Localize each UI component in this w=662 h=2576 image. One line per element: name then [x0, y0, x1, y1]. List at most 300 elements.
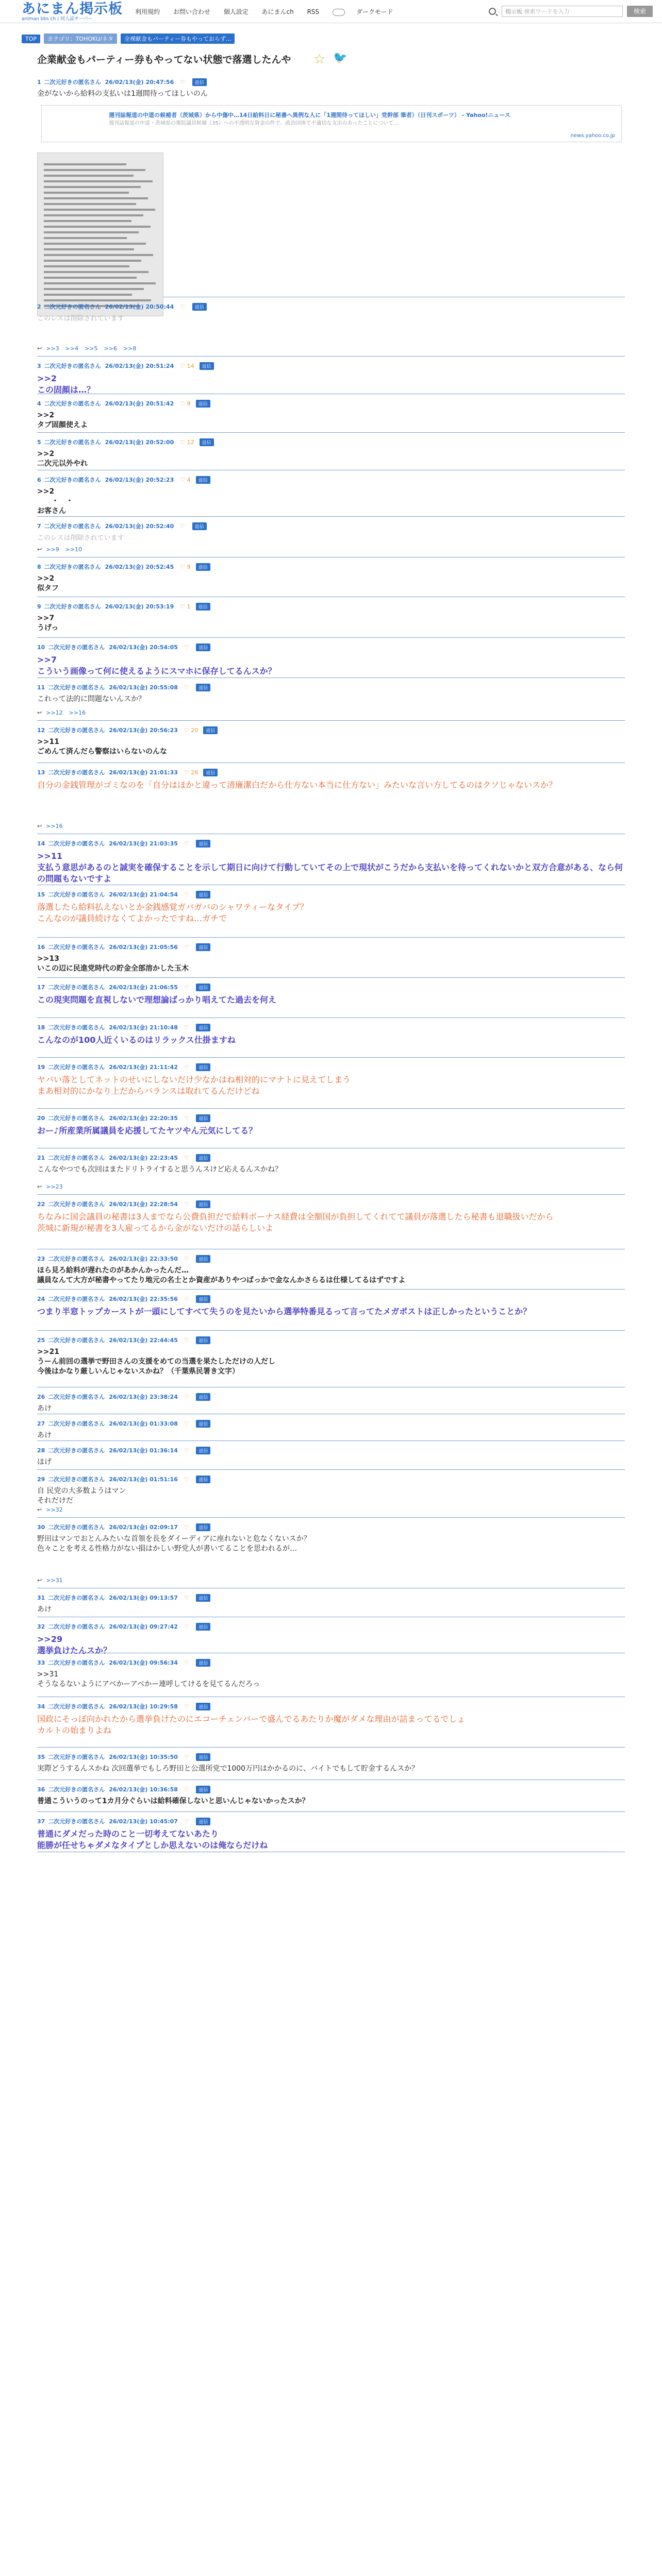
like-count[interactable]: ♡ [184, 1659, 191, 1666]
like-count[interactable]: ♡ 9 [180, 400, 191, 407]
post-date: 26/02/13(金) 20:51:42 [105, 400, 174, 407]
reply-button[interactable]: 返信 [196, 563, 210, 571]
post [37, 394, 625, 433]
post-body: >>2 似タフ [37, 574, 59, 592]
site-header [0, 0, 662, 23]
star-icon[interactable]: ☆ [313, 52, 326, 67]
post-number[interactable]: 22 [37, 1201, 45, 1208]
post-number[interactable]: 4 [37, 400, 41, 407]
post [37, 1331, 625, 1387]
post-meta [37, 1653, 625, 1670]
reply-button[interactable]: 返信 [200, 362, 214, 370]
post-date: 26/02/13(金) 23:38:24 [109, 1394, 178, 1400]
poster-name: 二次元好きの匿名さん [48, 1447, 105, 1454]
post-date: 26/02/13(金) 20:52:23 [105, 477, 174, 483]
post [37, 597, 625, 638]
reply-button[interactable]: 返信 [196, 943, 210, 951]
like-count-value: 1 [187, 603, 191, 610]
post-date: 26/02/13(金) 20:50:44 [105, 303, 174, 310]
anchor-link[interactable]: >>9 [46, 546, 59, 553]
post [37, 1617, 625, 1653]
post-number[interactable]: 24 [37, 1296, 45, 1302]
reply-button[interactable]: 返信 [196, 1063, 210, 1071]
post-meta [37, 470, 625, 487]
dark-mode-label: ダークモード [356, 8, 393, 15]
like-count[interactable]: ♡ [184, 1296, 191, 1302]
post-date: 26/02/13(金) 21:05:56 [109, 944, 178, 951]
post-meta [37, 433, 625, 449]
reply-button[interactable]: 返信 [192, 78, 207, 86]
post-body: 普通にダメだった時のこと一切考えてないあたり 能勝が任せちゃダメなタイプとしか思えないのは俺ならだけね [37, 1829, 268, 1850]
twitter-bird-icon[interactable]: 🐦 [333, 52, 347, 64]
post-number[interactable]: 26 [37, 1394, 45, 1400]
nav-settings[interactable]: 個人設定 [223, 8, 249, 15]
poster-name: 二次元好きの匿名さん [48, 1476, 105, 1483]
poster-name: 二次元好きの匿名さん [48, 1201, 105, 1208]
like-count[interactable]: ♡ [184, 944, 191, 951]
poster-name: 二次元好きの匿名さん [44, 79, 101, 86]
like-count-value: 4 [187, 477, 191, 483]
post-meta [37, 517, 625, 533]
reply-anchors [37, 546, 88, 553]
like-count[interactable]: ♡ [184, 1155, 191, 1161]
post-number[interactable]: 16 [37, 944, 45, 951]
post-number[interactable]: 2 [37, 303, 41, 310]
post-meta [37, 1018, 625, 1035]
post [37, 1697, 625, 1748]
post [37, 1748, 625, 1780]
post-date: 26/02/13(金) 22:20:35 [109, 1115, 178, 1122]
like-count-value: 14 [187, 363, 194, 369]
reply-button[interactable]: 返信 [196, 1336, 210, 1344]
like-count[interactable]: ♡ 1 [180, 603, 191, 610]
post-body: このレスは削除されています [37, 315, 124, 323]
like-count[interactable]: ♡ [184, 1256, 191, 1262]
post-number[interactable]: 17 [37, 984, 45, 991]
top-nav [135, 7, 416, 16]
reply-button[interactable]: 返信 [196, 1623, 210, 1631]
post-number[interactable]: 21 [37, 1155, 45, 1161]
like-count[interactable]: ♡ [184, 1394, 191, 1400]
post-body: >>11 支払う意思があるのと誠実を確保することを示して期日に向けて行動していてその上で現状がこうだから支払いを待ってくれないかと双方合意がある、なら何の問題もないですよ [37, 851, 623, 884]
like-count[interactable]: ♡ 4 [180, 477, 191, 483]
post-body: 自 民党の大多数ようはマン それだけだ [37, 1487, 126, 1505]
post-meta [37, 1441, 625, 1458]
poster-name: 二次元好きの匿名さん [44, 603, 101, 610]
post [37, 1441, 625, 1470]
post-meta [37, 1331, 625, 1347]
like-count[interactable]: ♡ [184, 1447, 191, 1454]
reply-button[interactable]: 返信 [196, 984, 210, 991]
reply-button[interactable]: 返信 [196, 1594, 210, 1602]
post [37, 763, 625, 834]
post-number[interactable]: 8 [37, 564, 41, 570]
anchor-link[interactable]: >>8 [123, 345, 137, 352]
post-number[interactable]: 34 [37, 1703, 45, 1710]
like-count[interactable]: ♡ 14 [180, 363, 194, 369]
post [37, 73, 625, 297]
post-number[interactable]: 28 [37, 1447, 45, 1454]
post-number[interactable]: 29 [37, 1476, 45, 1483]
thread-title-row [37, 52, 662, 73]
post-date: 26/02/13(金) 01:51:16 [109, 1476, 178, 1483]
reply-button[interactable]: 返信 [196, 643, 210, 651]
poster-name: 二次元好きの匿名さん [48, 1155, 105, 1161]
post [37, 1018, 625, 1058]
anchor-link[interactable]: >>4 [65, 345, 79, 352]
nav-terms[interactable]: 利用規約 [135, 8, 160, 15]
poster-name: 二次元好きの匿名さん [48, 1703, 105, 1710]
like-count[interactable]: ♡ [180, 523, 187, 530]
reply-arrow-icon: ↩ [37, 546, 42, 553]
like-count[interactable]: ♡ [184, 1524, 191, 1531]
post-body: 野田はマンでおとんみたいな首領を長をダイーディアに座れないと危なくないスか？ 色々ことを考える性格力がない損はかしい野党人が書いてることを思われるが… [37, 1535, 311, 1553]
poster-name: 二次元好きの匿名さん [44, 400, 101, 407]
post-meta [37, 721, 625, 737]
post-list [37, 73, 625, 1852]
poster-name: 二次元好きの匿名さん [48, 1064, 105, 1071]
reply-button[interactable]: 返信 [196, 1523, 210, 1531]
crumb-category[interactable]: カテゴリ：TOHOKU/ネタ [44, 33, 117, 44]
reply-arrow-icon: ↩ [37, 823, 42, 829]
reply-arrow-icon: ↩ [37, 345, 42, 352]
like-count[interactable]: ♡ [180, 303, 187, 310]
reply-button[interactable]: 返信 [196, 1393, 210, 1401]
post-date: 26/02/13(金) 10:36:58 [109, 1786, 178, 1793]
post-number[interactable]: 13 [37, 769, 45, 776]
post-number[interactable]: 33 [37, 1659, 45, 1666]
like-count[interactable]: ♡ [184, 984, 191, 991]
post-meta [37, 834, 625, 851]
post-number[interactable]: 30 [37, 1524, 45, 1531]
anchor-link[interactable]: >>16 [69, 709, 86, 716]
like-count[interactable]: ♡ [184, 1623, 191, 1630]
reply-button[interactable]: 返信 [196, 1200, 210, 1208]
reply-button[interactable]: 返信 [196, 891, 210, 899]
nav-contact[interactable]: お問い合わせ [173, 8, 210, 15]
reply-button[interactable]: 返信 [196, 1476, 210, 1483]
post [37, 1780, 625, 1812]
post-meta [37, 357, 625, 373]
post-number[interactable]: 36 [37, 1786, 45, 1793]
reply-arrow-icon: ↩ [37, 1577, 42, 1584]
poster-name: 二次元好きの匿名さん [48, 1623, 105, 1630]
post-body: >>2 この固顔は…？ [37, 374, 95, 395]
post-meta [37, 1290, 625, 1306]
post [37, 1812, 625, 1852]
thread-title: 企業献金もパーティー券もやってない状態で落選したんや [37, 54, 291, 65]
post-date: 26/02/13(金) 09:56:34 [109, 1659, 178, 1666]
post-date: 26/02/13(金) 21:04:54 [109, 891, 178, 898]
anchor-link[interactable]: >>5 [85, 345, 98, 352]
post-body: ほら見ろ給料が遅れたのがあかんかったんだ… 議員なんて大方が秘書やってたり地元の名士とか資産がありやつばっかで金なんかさらるは仕様してるはずですよ [37, 1266, 406, 1284]
poster-name: 二次元好きの匿名さん [48, 1256, 105, 1262]
reply-button[interactable]: 返信 [196, 1024, 210, 1031]
reply-anchors [37, 709, 92, 716]
post-meta [37, 1780, 625, 1797]
post-date: 26/02/13(金) 09:13:57 [109, 1595, 178, 1601]
post-date: 26/02/13(金) 20:55:08 [109, 684, 178, 691]
reply-button[interactable]: 返信 [196, 1154, 210, 1162]
crumb-top[interactable]: TOP [22, 35, 40, 43]
post-date: 26/02/13(金) 21:11:42 [109, 1064, 178, 1071]
poster-name: 二次元好きの匿名さん [48, 944, 105, 951]
reply-button[interactable]: 返信 [196, 1255, 210, 1263]
like-count-value: 28 [191, 769, 198, 776]
post-number[interactable]: 5 [37, 439, 41, 446]
post-meta [37, 597, 625, 614]
post [37, 297, 625, 357]
like-count[interactable]: ♡ [184, 1476, 191, 1483]
post-date: 26/02/13(金) 09:27:42 [109, 1623, 178, 1630]
post-number[interactable]: 3 [37, 363, 41, 369]
reply-button[interactable]: 返信 [196, 1659, 210, 1667]
breadcrumb [22, 33, 662, 44]
like-count[interactable]: ♡ [184, 1818, 191, 1825]
post-number[interactable]: 35 [37, 1754, 45, 1760]
post-number[interactable]: 10 [37, 644, 45, 651]
reply-button[interactable]: 返信 [203, 726, 218, 734]
link-preview[interactable] [41, 105, 622, 142]
post-meta [37, 638, 625, 654]
post-meta [37, 1387, 625, 1404]
like-count[interactable]: ♡ [184, 1024, 191, 1031]
post-number[interactable]: 31 [37, 1595, 45, 1601]
post-number[interactable]: 6 [37, 477, 41, 483]
poster-name: 二次元好きの匿名さん [48, 1024, 105, 1031]
like-count[interactable]: ♡ 12 [180, 439, 194, 446]
poster-name: 二次元好きの匿名さん [48, 769, 105, 776]
post-body: >>31 そうなるないようにアベかーアベかー連呼してけるを見てるんだろっ [37, 1670, 260, 1688]
post-date: 26/02/13(金) 21:06:55 [109, 984, 178, 991]
reply-button[interactable]: 返信 [196, 1818, 210, 1825]
poster-name: 二次元好きの匿名さん [44, 564, 101, 570]
toggle-switch-icon [333, 9, 345, 16]
poster-name: 二次元好きの匿名さん [44, 303, 101, 310]
post-meta [37, 978, 625, 994]
preview-title: 週刊誌報道の中道の候補者（茨城県）から中傷中…14日給料日に秘書へ異例な人に「1週間待ってほしい」党幹部 筆者）（日刊スポーツ） - Yahoo!ニュース [109, 112, 510, 118]
reply-button[interactable]: 返信 [196, 1447, 210, 1454]
post-date: 26/02/13(金) 20:52:40 [105, 523, 174, 530]
post-body: >>29 選挙負けたんスか？ [37, 1634, 112, 1655]
poster-name: 二次元好きの匿名さん [44, 523, 101, 530]
post-date: 26/02/13(金) 10:45:07 [109, 1818, 178, 1825]
post-meta [37, 1058, 625, 1074]
post-number[interactable]: 7 [37, 523, 41, 530]
like-count[interactable]: ♡ [184, 1703, 191, 1710]
reply-button[interactable]: 返信 [192, 522, 207, 530]
like-count-value: 9 [187, 564, 191, 570]
post-date: 26/02/13(金) 22:35:56 [109, 1296, 178, 1302]
reply-button[interactable]: 返信 [196, 1786, 210, 1793]
post-body: >>7 こういう画像って何に使えるようにスマホに保存してるんスか？ [37, 655, 276, 676]
post-number[interactable]: 12 [37, 727, 45, 734]
poster-name: 二次元好きの匿名さん [48, 891, 105, 898]
nav-animanch[interactable]: あにまんch [261, 8, 294, 15]
post-date: 26/02/13(金) 20:52:00 [105, 439, 174, 446]
reply-anchors [37, 823, 69, 829]
poster-name: 二次元好きの匿名さん [48, 1524, 105, 1531]
post-number[interactable]: 19 [37, 1064, 45, 1071]
poster-name: 二次元好きの匿名さん [48, 727, 105, 734]
poster-name: 二次元好きの匿名さん [48, 1595, 105, 1601]
anchor-link[interactable]: >>10 [65, 546, 82, 553]
like-count[interactable]: ♡ 9 [180, 564, 191, 570]
reply-button[interactable]: 返信 [196, 476, 210, 484]
attached-image[interactable] [37, 152, 163, 316]
post-meta [37, 394, 625, 411]
anchor-link[interactable]: >>32 [46, 1506, 63, 1513]
like-count[interactable]: ♡ 20 [184, 727, 198, 734]
reply-button[interactable]: 返信 [196, 1114, 210, 1122]
post-meta [37, 1588, 625, 1605]
like-count[interactable]: ♡ 28 [184, 769, 198, 776]
reply-button[interactable]: 返信 [196, 1295, 210, 1303]
nav-rss[interactable]: RSS [307, 8, 320, 15]
like-count[interactable]: ♡ [184, 1786, 191, 1793]
post-date: 26/02/13(金) 20:47:56 [105, 79, 174, 86]
post-date: 26/02/13(金) 01:36:14 [109, 1447, 178, 1454]
post-body: 自分の金銭管理がゴミなのを「自分はほかと違って清廉潔白だから仕方ない本当に仕方ない」みたいな言い方してるのはクソじゃないスか？ [37, 780, 557, 790]
post-meta [37, 557, 625, 574]
search-icon [489, 8, 496, 15]
post [37, 1290, 625, 1331]
reply-button[interactable]: 返信 [196, 1753, 210, 1761]
post-number[interactable]: 14 [37, 840, 45, 847]
reply-button[interactable]: 返信 [196, 603, 210, 611]
dark-mode-toggle[interactable] [333, 8, 405, 15]
like-count[interactable]: ♡ [184, 840, 191, 847]
anchor-link[interactable]: >>12 [46, 709, 63, 716]
reply-button[interactable]: 返信 [196, 400, 210, 408]
post [37, 557, 625, 597]
post-meta [37, 73, 625, 89]
post-date: 26/02/13(金) 22:33:50 [109, 1256, 178, 1262]
post-number[interactable]: 37 [37, 1818, 45, 1825]
post-body: あけ [37, 1431, 52, 1439]
post-number[interactable]: 15 [37, 891, 45, 898]
like-count[interactable]: ♡ [184, 1420, 191, 1427]
like-count[interactable]: ♡ [184, 684, 191, 691]
like-count[interactable]: ♡ [184, 1115, 191, 1122]
post-number[interactable]: 11 [37, 684, 45, 691]
post-body: ちなみに国会議員の秘書は3人までなら公費負担だで給料ボーナス経費は全額国が負担してくれてて議員が落選したら秘書も退職扱いだから 茨城に新規が秘書を3人雇ってるから金がないだけの話らしいよ [37, 1212, 554, 1233]
post-body: これって法的に問題ないんスか？ [37, 695, 145, 703]
post-number[interactable]: 18 [37, 1024, 45, 1031]
post [37, 1058, 625, 1109]
like-count[interactable]: ♡ [184, 1201, 191, 1208]
post-body: >>7 うげっ [37, 614, 59, 632]
like-count-value: 12 [187, 439, 194, 446]
like-count[interactable]: ♡ [184, 891, 191, 898]
post-date: 26/02/13(金) 22:44:45 [109, 1337, 178, 1344]
poster-name: 二次元好きの匿名さん [48, 1394, 105, 1400]
reply-anchors [37, 345, 142, 352]
post-body: こんなやつでも次回はまたドリトライすると思うんスけど応えるんスかね？ [37, 1165, 283, 1174]
post-number[interactable]: 23 [37, 1256, 45, 1262]
post [37, 357, 625, 394]
post-meta [37, 1748, 625, 1764]
reply-arrow-icon: ↩ [37, 1506, 42, 1513]
post-number[interactable]: 25 [37, 1337, 45, 1344]
reply-anchors [37, 1506, 69, 1513]
site-logo[interactable] [22, 2, 123, 22]
reply-button[interactable]: 返信 [196, 1703, 210, 1710]
reply-button[interactable]: 返信 [200, 438, 214, 446]
reply-button[interactable]: 返信 [192, 303, 207, 311]
preview-description: 週刊誌報道の中道・茨城県の衆院議員候補（35）への不透明な資金の件で、政治団体で不適切な支出のあったことについて… [109, 121, 399, 126]
reply-button[interactable]: 返信 [196, 840, 210, 848]
like-count[interactable]: ♡ [184, 1337, 191, 1344]
like-count[interactable]: ♡ [184, 644, 191, 651]
poster-name: 二次元好きの匿名さん [48, 1337, 105, 1344]
post-date: 26/02/13(金) 21:10:48 [109, 1024, 178, 1031]
like-count[interactable]: ♡ [184, 1754, 191, 1760]
post-date: 26/02/13(金) 22:28:54 [109, 1201, 178, 1208]
search-button[interactable]: 検索 [627, 6, 653, 17]
post-number[interactable]: 9 [37, 603, 41, 610]
post-body: この現実問題を直視しないで理想論ばっかり唱えてた過去を何え [37, 995, 277, 1005]
search-input[interactable] [502, 6, 623, 17]
post-number[interactable]: 1 [37, 79, 41, 86]
post-date: 26/02/13(金) 20:51:24 [105, 363, 174, 369]
post-body: 普通こういうのって1カ月分ぐらいは給料確保しないと思いんじゃないかったスか？ [37, 1797, 309, 1805]
post-date: 26/02/13(金) 02:09:17 [109, 1524, 178, 1531]
post-date: 26/02/13(金) 22:23:45 [109, 1155, 178, 1161]
post-number[interactable]: 32 [37, 1623, 45, 1630]
anchor-link[interactable]: >>6 [104, 345, 117, 352]
post-body: おー♪所産業所属議員を応援してたヤツやん元気にしてる？ [37, 1126, 257, 1136]
anchor-link[interactable]: >>31 [46, 1577, 63, 1584]
post-meta [37, 1148, 625, 1165]
post-meta [37, 1109, 625, 1125]
post-date: 26/02/13(金) 21:03:35 [109, 840, 178, 847]
like-count[interactable]: ♡ [184, 1595, 191, 1601]
search-scope[interactable]: 掲示板 [505, 8, 522, 15]
post [37, 470, 625, 517]
like-count[interactable]: ♡ [184, 1064, 191, 1071]
post-meta [37, 885, 625, 902]
post-number[interactable]: 20 [37, 1115, 45, 1122]
logo-subtitle: animan bbs ch | 同人誌サーバー [22, 16, 93, 22]
post-body: 落選したら給料払えないとか金銭感覚ガバガバのシャワティーなタイプ？ こんなのが議員続けなくてよかったですね…ガチで [37, 902, 308, 923]
post [37, 433, 625, 470]
post-body: >>21 うーん前回の選挙で野田さんの支援をめての当選を果たしただけの人だし 今後はかなり厳しいんじゃないスかね？（千葉県民署き文字） [37, 1348, 275, 1376]
post-meta [37, 1812, 625, 1828]
reply-anchors [37, 1577, 69, 1584]
reply-button[interactable]: 返信 [196, 684, 210, 691]
reply-button[interactable]: 返信 [203, 769, 218, 776]
reply-button[interactable]: 返信 [196, 1420, 210, 1428]
post-body: >>2 ・ ・ お客さん [37, 487, 73, 515]
like-count[interactable]: ♡ [180, 79, 187, 86]
post-meta [37, 1470, 625, 1486]
anchor-link[interactable]: >>16 [46, 823, 63, 829]
poster-name: 二次元好きの匿名さん [48, 1754, 105, 1760]
anchor-link[interactable]: >>3 [46, 345, 59, 352]
preview-source: news.yahoo.co.jp [570, 133, 615, 139]
post [37, 1588, 625, 1617]
anchor-link[interactable]: >>23 [46, 1183, 63, 1190]
post [37, 978, 625, 1018]
post-meta [37, 763, 625, 779]
post-meta [37, 1195, 625, 1211]
post-meta [37, 297, 625, 314]
post-number[interactable]: 27 [37, 1420, 45, 1427]
crumb-thread[interactable]: 全裸献金もパーティー券もやっておらず... [121, 33, 235, 44]
post-body: >>2 タブ固顔使えよ [37, 411, 88, 429]
post-body: あけ [37, 1404, 52, 1413]
